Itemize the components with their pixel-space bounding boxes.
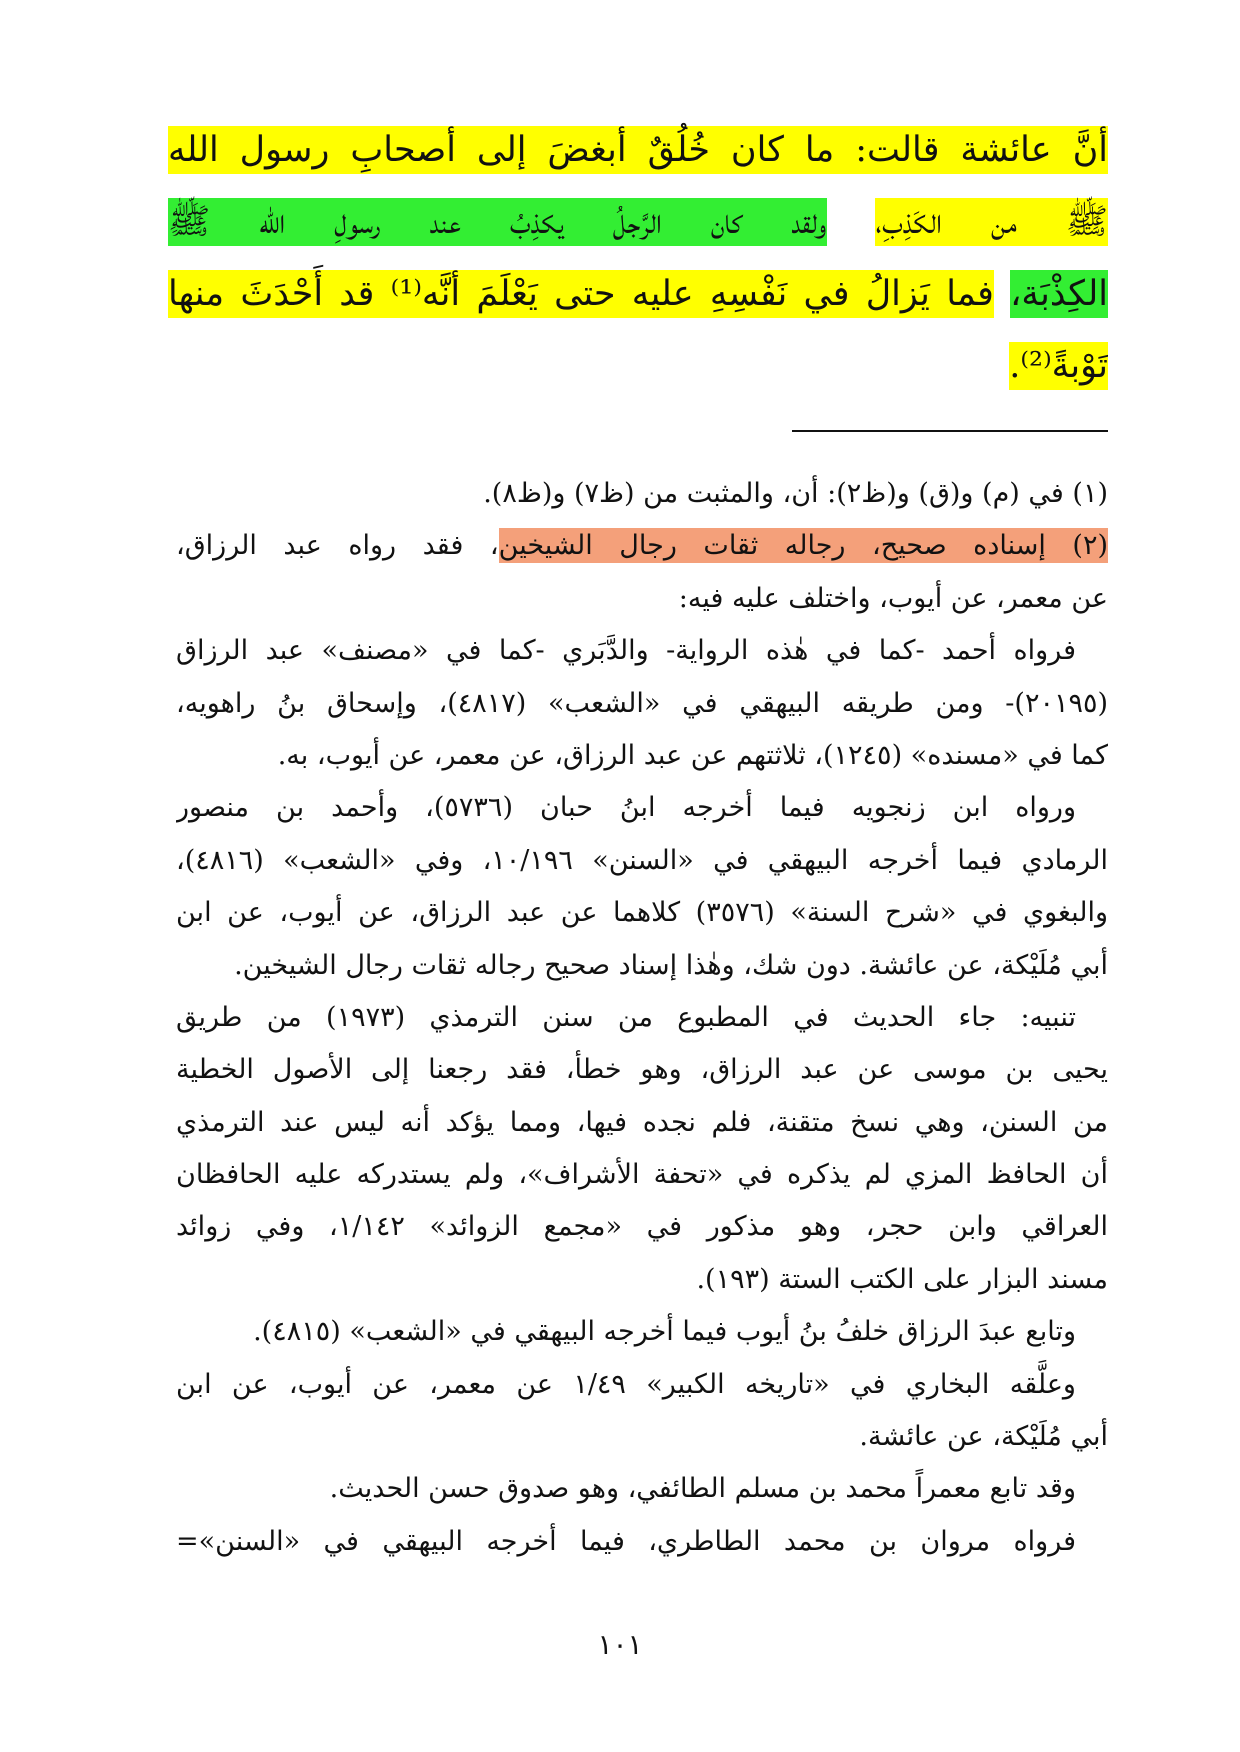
footnote-text: وعلَّقه البخاري في «تاريخه الكبير» ١/٤٩ عن معمر، عن أيوب، عن ابن: [176, 1368, 1076, 1400]
footnote-text: عن معمر، عن أيوب، واختلف عليه فيه:: [678, 582, 1108, 614]
footnote-text: من السنن، وهي نسخ متقنة، فلم نجده فيها، ومما يؤكد أنه ليس عند الترمذي: [176, 1106, 1108, 1138]
hadith-line: [168, 186, 1108, 258]
footnote-line: [176, 1463, 1108, 1515]
footnote-line: [176, 1201, 1108, 1253]
hadith-line: [168, 114, 1108, 186]
footnote-text: والبغوي في «شرح السنة» (٣٥٧٦) كلاهما عن عبد الرزاق، عن أيوب، عن ابن: [176, 897, 1108, 929]
footnote-line: [176, 887, 1108, 939]
footnote-text: فرواه أحمد -كما في هٰذه الرواية- والدَّبَري -كما في «مصنف» عبد الرزاق: [176, 635, 1076, 667]
hadith-line: [168, 258, 1108, 330]
footnote-text: فرواه مروان بن محمد الطاطري، فيما أخرجه البيهقي في «السنن»=: [176, 1525, 1076, 1557]
highlight-green: الكِذْبَة،: [1010, 270, 1108, 318]
footnote-text: تنبيه: جاء الحديث في المطبوع من سنن الترمذي (١٩٧٣) من طريق: [176, 1001, 1076, 1033]
footnote-text: أبي مُلَيْكة، عن عائشة. دون شك، وهٰذا إسناد صحيح رجاله ثقات رجال الشيخين.: [234, 949, 1108, 981]
footnote-line: [176, 1044, 1108, 1096]
highlight-yellow: فما يَزالُ في نَفْسِهِ عليه حتى يَعْلَمَ أنَّه⁽¹⁾ قد أَحْدَثَ منها: [168, 270, 994, 318]
footnote-line: [176, 1411, 1108, 1463]
highlight-orange: (٢) إسناده صحيح، رجاله ثقات رجال الشيخين: [498, 530, 1108, 562]
footnote-text: مسند البزار على الكتب الستة (١٩٣).: [696, 1263, 1108, 1295]
footnote-text: يحيى بن موسى عن عبد الرزاق، وهو خطأ، فقد رجعنا إلى الأصول الخطية: [176, 1054, 1108, 1086]
page-number: ١٠١: [597, 1628, 643, 1661]
footnote-text: الرمادي فيما أخرجه البيهقي في «السنن» ١٠/١٩٦، وفي «الشعب» (٤٨١٦)،: [176, 844, 1108, 876]
hadith-line: [168, 330, 1108, 402]
highlight-yellow: أنَّ عائشة قالت: ما كان خُلُقٌ أبغضَ إلى أصحابِ رسول الله: [168, 126, 1108, 174]
footnote-text: أبي مُلَيْكة، عن عائشة.: [859, 1421, 1108, 1453]
footnote-line: [176, 730, 1108, 782]
footnote-text: ، فقد رواه عبد الرزاق،: [176, 530, 499, 562]
highlight-green: ولقد كان الرَّجلُ يكذِبُ عند رسولِ الله ﷺ: [168, 198, 827, 246]
footnote-text: أن الحافظ المزي لم يذكره في «تحفة الأشراف»، ولم يستدركه عليه الحافظان: [176, 1159, 1108, 1191]
hadith-text: [168, 114, 1108, 402]
footnote-text: (٢٠١٩٥)- ومن طريقه البيهقي في «الشعب» (٤٨١٧)، وإسحاق بنُ راهويه،: [176, 687, 1108, 719]
footnote-line: [176, 1306, 1108, 1358]
footnote-line: [176, 782, 1108, 834]
footnote-line: [176, 1149, 1108, 1201]
footnote-line: [176, 625, 1108, 677]
footnote-text: كما في «مسنده» (١٢٤٥)، ثلاثتهم عن عبد الرزاق، عن معمر، عن أيوب، به.: [277, 739, 1108, 771]
footnote-text: ورواه ابن زنجويه فيما أخرجه ابنُ حبان (٥٧٣٦)، وأحمد بن منصور: [176, 792, 1076, 824]
footnote-line: [176, 992, 1108, 1044]
footnotes: [176, 468, 1108, 1568]
footnote-line: [176, 573, 1108, 625]
footnote-line: [176, 1254, 1108, 1306]
highlight-yellow: تَوْبةً⁽²⁾.: [1009, 342, 1108, 390]
highlight-yellow: ﷺ من الكَذِبِ،: [875, 198, 1108, 246]
footnote-text: وتابع عبدَ الرزاق خلفُ بنُ أيوب فيما أخرجه البيهقي في «الشعب» (٤٨١٥).: [253, 1316, 1076, 1348]
footnote-text: وقد تابع معمراً محمد بن مسلم الطائفي، وهو صدوق حسن الحديث.: [329, 1473, 1076, 1505]
footnote-text: العراقي وابن حجر، وهو مذكور في «مجمع الزوائد» ١/١٤٢، وفي زوائد: [176, 1211, 1108, 1243]
footnote-separator: [792, 430, 1108, 432]
footnote-line: [176, 678, 1108, 730]
footnote-text: (١) في (م) و(ق) و(ظ٢): أن، والمثبت من (ظ٧) و(ظ٨).: [483, 478, 1108, 509]
footnote-line: [176, 1359, 1108, 1411]
footnote-line: [176, 468, 1108, 520]
footnote-line: [176, 520, 1108, 572]
footnote-line: [176, 940, 1108, 992]
footnote-line: [176, 1097, 1108, 1149]
footnote-line: [176, 835, 1108, 887]
footnote-line: [176, 1516, 1108, 1568]
